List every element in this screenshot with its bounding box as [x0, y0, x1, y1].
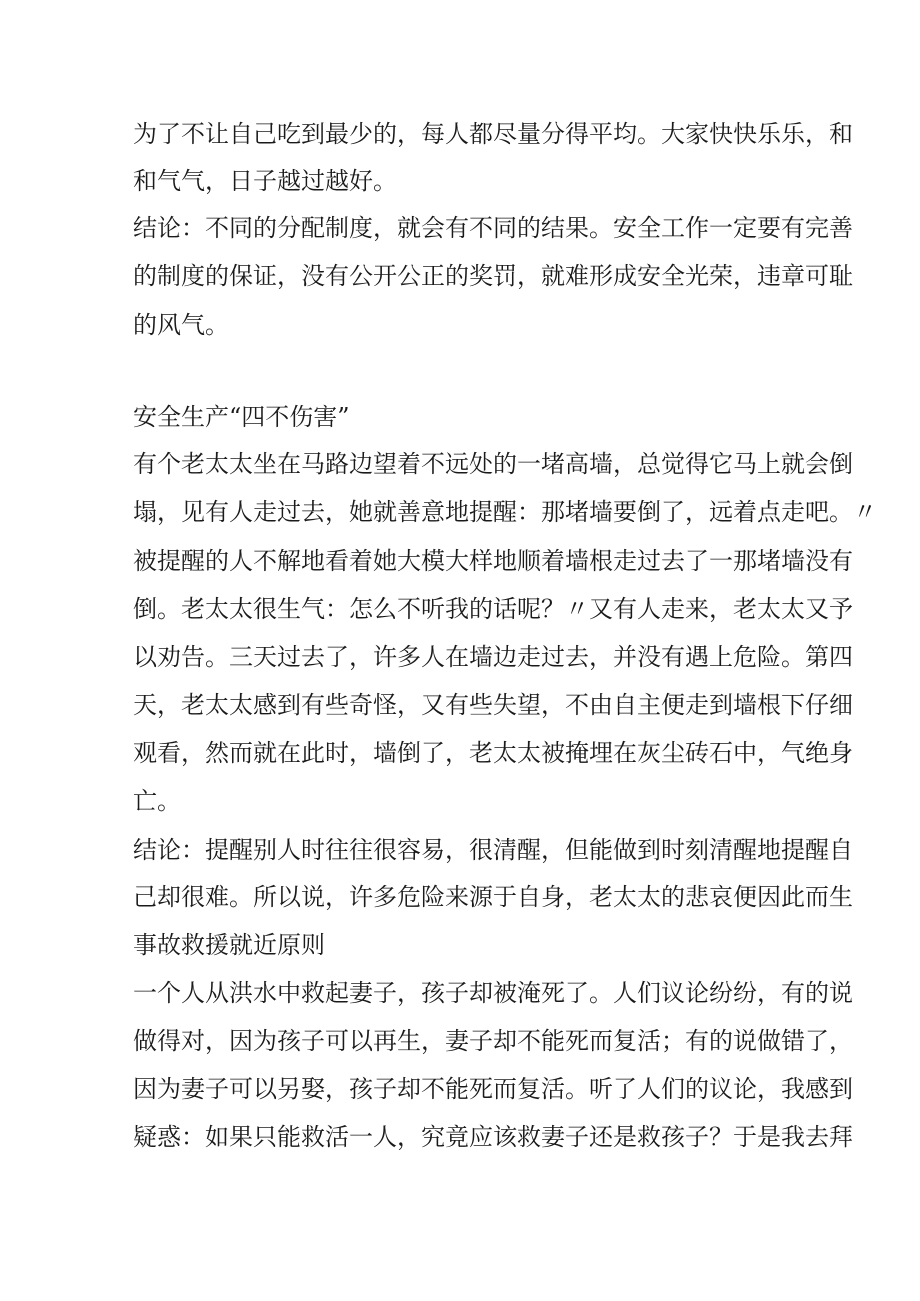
text-line: 己却很难。所以说，许多危险来源于自身，老太太的悲哀便因此而生	[133, 883, 853, 911]
section-heading: 事故救援就近原则	[133, 931, 325, 959]
text-line: 以劝告。三天过去了，许多人在墙边走过去，并没有遇上危险。第四	[133, 643, 853, 671]
text-line: 疑惑：如果只能救活一人，究竟应该救妻子还是救孩子？于是我去拜	[133, 1123, 853, 1151]
text-line: 的制度的保证，没有公开公正的奖罚，就难形成安全光荣，违章可耻	[133, 262, 853, 290]
text-line: 被提醒的人不解地看着她大模大样地顺着墙根走过去了一那堵墙没有	[133, 547, 853, 575]
text-line: 有个老太太坐在马路边望着不远处的一堵高墙，总觉得它马上就会倒	[133, 450, 853, 478]
section-heading: 安全生产“四不伤害”	[133, 403, 350, 431]
text-line: 观看，然而就在此时，墙倒了，老太太被掩埋在灰尘砖石中，气绝身	[133, 739, 853, 767]
text-line: 天，老太太感到有些奇怪，又有些失望，不由自主便走到墙根下仔细	[133, 691, 853, 719]
text-line: 亡。	[133, 787, 181, 815]
text-line: 为了不让自己吃到最少的，每人都尽量分得平均。大家快快乐乐，和	[133, 120, 853, 148]
text-line: 一个人从洪水中救起妻子，孩子却被淹死了。人们议论纷纷，有的说	[133, 979, 853, 1007]
text-line: 和气气，日子越过越好。	[133, 167, 397, 195]
text-line: 倒。老太太很生气：怎么不听我的话呢？〃又有人走来，老太太又予	[133, 595, 853, 623]
text-line: 结论：提醒别人时往往很容易，很清醒，但能做到时刻清醒地提醒自	[133, 836, 853, 864]
text-line: 结论：不同的分配制度，就会有不同的结果。安全工作一定要有完善	[133, 214, 853, 242]
text-line: 塌，见有人走过去，她就善意地提醒：那堵墙要倒了，远着点走吧。〃	[133, 498, 877, 526]
text-line: 做得对，因为孩子可以再生，妻子却不能死而复活；有的说做错了，	[133, 1027, 853, 1055]
text-line: 因为妻子可以另娶，孩子却不能死而复活。听了人们的议论，我感到	[133, 1075, 853, 1103]
text-line: 的风气。	[133, 311, 229, 339]
